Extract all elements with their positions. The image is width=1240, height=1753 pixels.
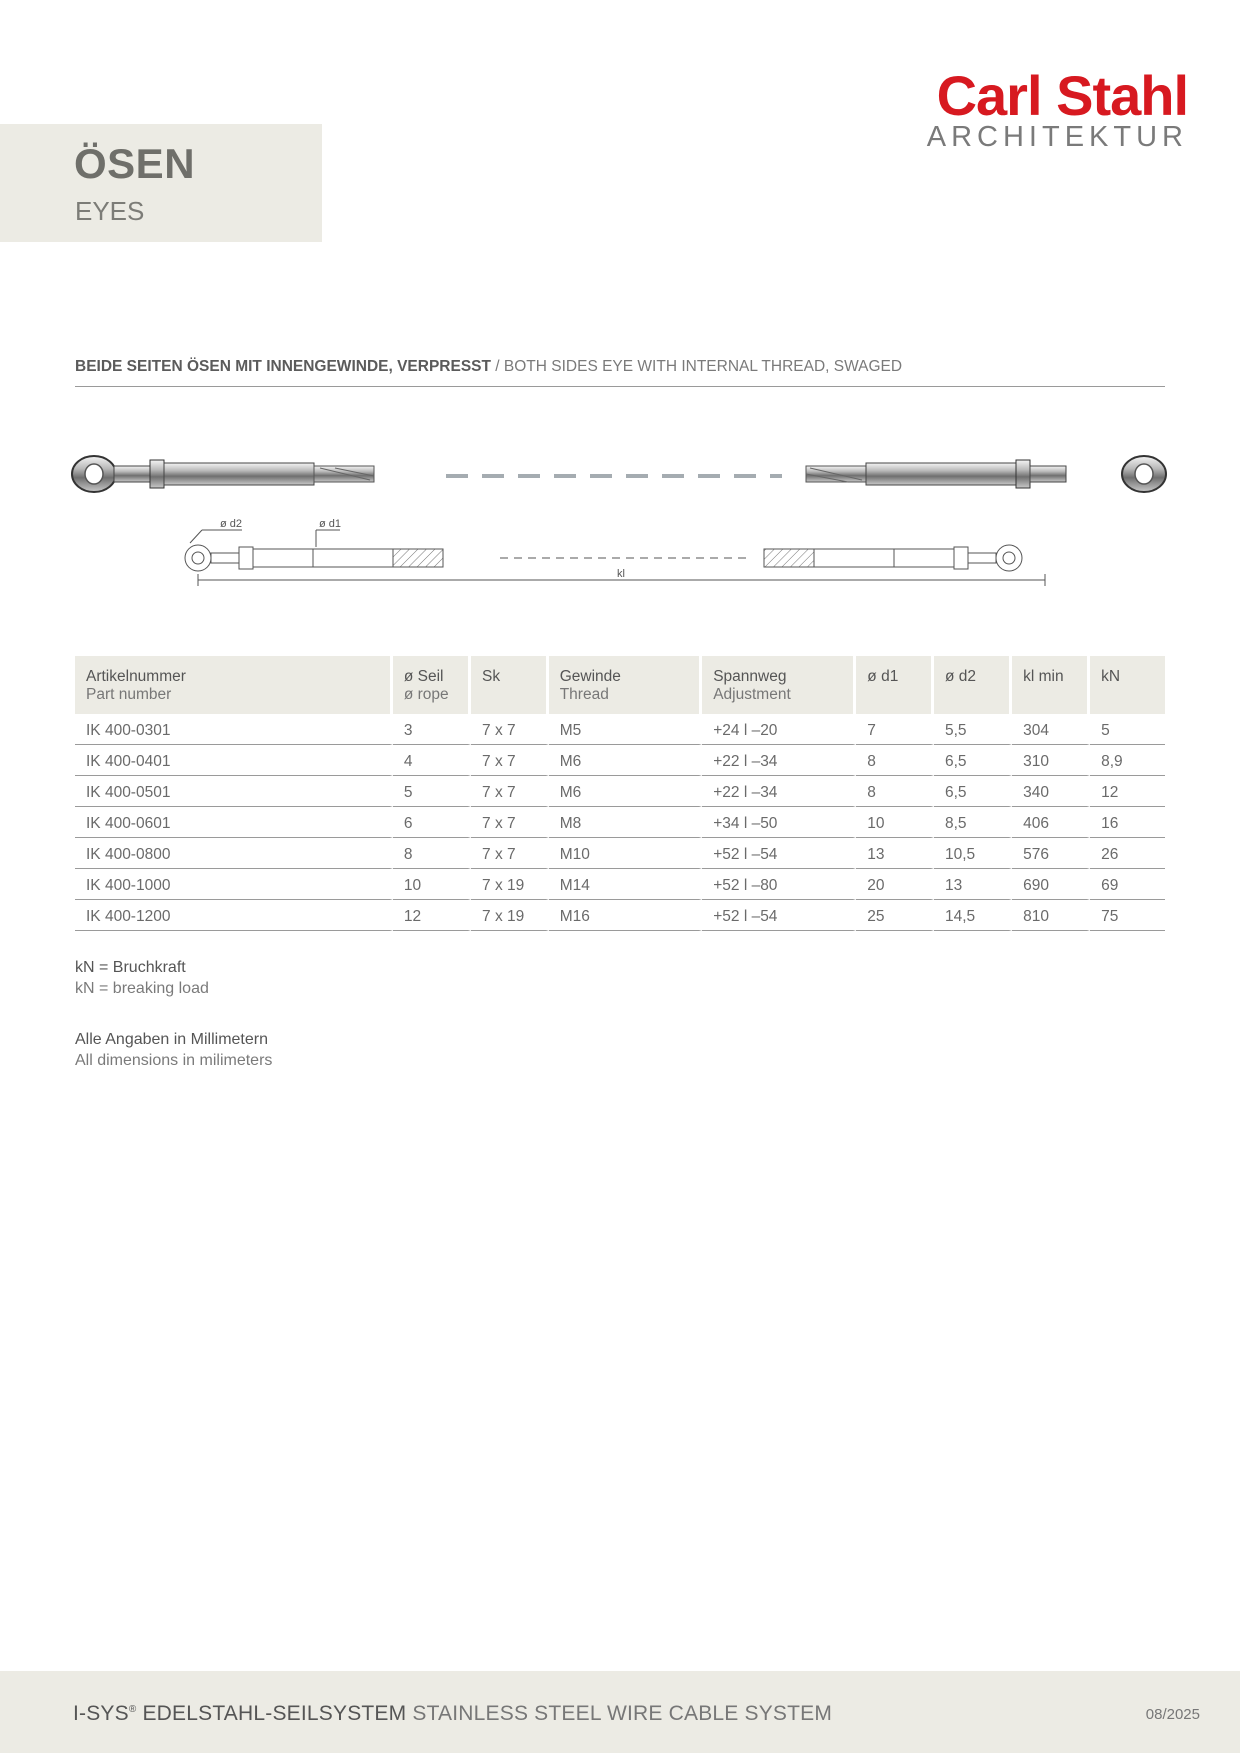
cell: IK 400-0301	[75, 714, 393, 745]
cell: 10	[393, 869, 471, 900]
cell: 69	[1090, 869, 1165, 900]
cell: 6,5	[934, 745, 1012, 776]
cell: 7 x 19	[471, 900, 549, 931]
cell: +52 l –54	[702, 900, 856, 931]
technical-drawing	[185, 530, 1045, 586]
col-kn: kN	[1090, 656, 1165, 714]
cell: IK 400-0601	[75, 807, 393, 838]
table-row	[75, 776, 1165, 807]
right-fitting-photo	[806, 456, 1166, 492]
note-dim-de: Alle Angaben in Millimetern	[75, 1031, 268, 1048]
cell: M14	[549, 869, 703, 900]
section-heading	[75, 358, 1165, 387]
cell: 7 x 7	[471, 714, 549, 745]
cell: 6,5	[934, 776, 1012, 807]
cell: 7 x 19	[471, 869, 549, 900]
brand-name: Carl Stahl	[936, 64, 1188, 127]
cell: 13	[856, 838, 934, 869]
cell: 8	[856, 745, 934, 776]
footer-title	[73, 1702, 832, 1726]
cell: 690	[1012, 869, 1090, 900]
page-subtitle: EYES	[75, 196, 145, 226]
cell: M10	[549, 838, 703, 869]
label-d1: ø d1	[319, 518, 342, 530]
cell: M6	[549, 745, 703, 776]
spec-table	[75, 656, 1165, 931]
cell: IK 400-1200	[75, 900, 393, 931]
cell: 10,5	[934, 838, 1012, 869]
cell: 8,5	[934, 807, 1012, 838]
cell: 14,5	[934, 900, 1012, 931]
col-adjustment: Spannweg Adjustment	[702, 656, 856, 714]
cell: 7 x 7	[471, 838, 549, 869]
cell: 20	[856, 869, 934, 900]
cell: IK 400-0401	[75, 745, 393, 776]
section-heading-en: / BOTH SIDES EYE WITH INTERNAL THREAD, SWAGED	[490, 358, 903, 375]
col-rope: ø Seil ø rope	[393, 656, 471, 714]
cell: 304	[1012, 714, 1090, 745]
footer-registered-mark: ®	[128, 1704, 137, 1715]
cell: 6	[393, 807, 471, 838]
footer-date: 08/2025	[1145, 1706, 1200, 1723]
cell: 7	[856, 714, 934, 745]
cell: IK 400-0800	[75, 838, 393, 869]
footer-title-en: STAINLESS STEEL WIRE CABLE SYSTEM	[406, 1702, 833, 1725]
section-heading-de: BEIDE SEITEN ÖSEN MIT INNENGEWINDE, VERPRESST	[75, 358, 491, 375]
cell: M6	[549, 776, 703, 807]
table-row	[75, 714, 1165, 745]
cell: 310	[1012, 745, 1090, 776]
note-dimensions	[75, 1029, 272, 1071]
brand-logo	[927, 66, 1188, 152]
cell: 7 x 7	[471, 776, 549, 807]
col-kl-min: kl min	[1012, 656, 1090, 714]
cell: 810	[1012, 900, 1090, 931]
cell: 26	[1090, 838, 1165, 869]
cell: 576	[1012, 838, 1090, 869]
cell: 7 x 7	[471, 745, 549, 776]
left-fitting-photo	[72, 456, 374, 492]
cell: 13	[934, 869, 1012, 900]
note-breaking-load	[75, 957, 209, 999]
cell: 8,9	[1090, 745, 1165, 776]
cell: 4	[393, 745, 471, 776]
cell: +34 l –50	[702, 807, 856, 838]
cell: 5	[393, 776, 471, 807]
cell: 25	[856, 900, 934, 931]
cell: 8	[856, 776, 934, 807]
cell: 12	[1090, 776, 1165, 807]
cell: 5	[1090, 714, 1165, 745]
cell: 16	[1090, 807, 1165, 838]
col-d1: ø d1	[856, 656, 934, 714]
label-kl: kl	[617, 568, 625, 580]
table-row	[75, 900, 1165, 931]
cell: +52 l –80	[702, 869, 856, 900]
table-row	[75, 838, 1165, 869]
col-d2: ø d2	[934, 656, 1012, 714]
cell: +22 l –34	[702, 745, 856, 776]
cell: 5,5	[934, 714, 1012, 745]
cell: +22 l –34	[702, 776, 856, 807]
cell: 406	[1012, 807, 1090, 838]
note-kn-en: kN = breaking load	[75, 980, 209, 997]
cell: 75	[1090, 900, 1165, 931]
cell: M16	[549, 900, 703, 931]
footer-brand: I-SYS	[73, 1702, 129, 1725]
cell: M8	[549, 807, 703, 838]
cell: IK 400-0501	[75, 776, 393, 807]
cell: 7 x 7	[471, 807, 549, 838]
note-kn-de: kN = Bruchkraft	[75, 959, 186, 976]
col-thread: Gewinde Thread	[549, 656, 703, 714]
col-sk: Sk	[471, 656, 549, 714]
label-d2: ø d2	[220, 518, 243, 530]
brand-sub: ARCHITEKTUR	[926, 121, 1188, 153]
cell: 3	[393, 714, 471, 745]
cell: M5	[549, 714, 703, 745]
page-title: ÖSEN	[74, 140, 196, 187]
cell: 12	[393, 900, 471, 931]
cell: 10	[856, 807, 934, 838]
cell: +24 l –20	[702, 714, 856, 745]
table-row	[75, 807, 1165, 838]
table-header-row	[75, 656, 1165, 714]
note-dim-en: All dimensions in milimeters	[75, 1052, 273, 1069]
product-diagram	[70, 430, 1170, 600]
col-part-number: Artikelnummer Part number	[75, 656, 393, 714]
table-row	[75, 745, 1165, 776]
cell: 8	[393, 838, 471, 869]
table-row	[75, 869, 1165, 900]
cell: +52 l –54	[702, 838, 856, 869]
cell: IK 400-1000	[75, 869, 393, 900]
footer-title-de: EDELSTAHL-SEILSYSTEM	[136, 1702, 407, 1725]
cell: 340	[1012, 776, 1090, 807]
